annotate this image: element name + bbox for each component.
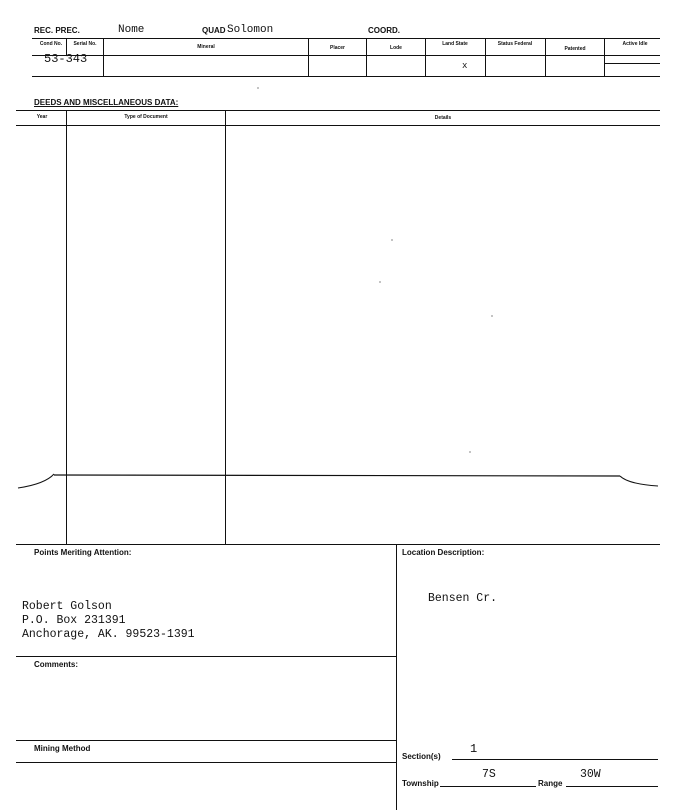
col-head-mineral: Mineral bbox=[197, 44, 215, 50]
col-head-lode: Lode bbox=[390, 45, 402, 51]
col-head-land-state: Land State bbox=[442, 41, 468, 47]
deeds-col-year: Year bbox=[36, 114, 48, 120]
mining-method-bottom-rule bbox=[16, 762, 396, 763]
deeds-col-type: Type of Document bbox=[124, 114, 168, 120]
mining-method-top-rule bbox=[16, 740, 396, 741]
deeds-col-details: Details bbox=[434, 115, 452, 121]
range-value: 30W bbox=[580, 768, 601, 781]
speck bbox=[469, 451, 470, 452]
bottom-section-rule bbox=[16, 544, 660, 545]
range-label: Range bbox=[538, 779, 563, 788]
rec-prec-value: Nome bbox=[118, 24, 145, 36]
section-label: Section(s) bbox=[402, 752, 441, 761]
address-line: Robert Golson bbox=[22, 600, 112, 613]
address-line: P.O. Box 231391 bbox=[22, 614, 126, 627]
deeds-title: DEEDS AND MISCELLANEOUS DATA: bbox=[34, 98, 179, 107]
fold-line bbox=[54, 475, 620, 476]
address-line: Anchorage, AK. 99523-1391 bbox=[22, 628, 195, 641]
speck bbox=[491, 315, 492, 316]
mining-method-label: Mining Method bbox=[34, 744, 91, 753]
col-head-patented: Patented bbox=[564, 46, 586, 52]
section-value: 1 bbox=[470, 742, 478, 756]
quad-label: QUAD bbox=[202, 26, 226, 35]
torn-edge-left bbox=[18, 474, 54, 488]
col-head-status-federal: Status Federal bbox=[497, 41, 533, 47]
col-head-serial-no: Serial No. bbox=[73, 41, 97, 47]
col-head-cond-no: Cond No. bbox=[39, 41, 63, 47]
speck bbox=[379, 281, 380, 282]
col-head-placer: Placer bbox=[329, 45, 345, 51]
speck bbox=[257, 87, 258, 88]
township-label: Township bbox=[402, 779, 439, 788]
township-underline bbox=[440, 786, 536, 787]
location-label: Location Description: bbox=[402, 548, 485, 557]
township-value: 7S bbox=[482, 768, 496, 781]
col-head-active-idle: Active Idle bbox=[622, 41, 648, 47]
points-address bbox=[22, 600, 195, 642]
section-underline bbox=[452, 759, 658, 760]
location-value: Bensen Cr. bbox=[428, 592, 498, 605]
coord-label: COORD. bbox=[368, 26, 400, 35]
comments-label: Comments: bbox=[34, 660, 79, 669]
land-state-mark: x bbox=[462, 61, 468, 71]
speck bbox=[391, 239, 392, 240]
rec-prec-label: REC. PREC. bbox=[34, 26, 80, 35]
points-label: Points Meriting Attention: bbox=[34, 548, 132, 557]
bottom-section-divider bbox=[396, 545, 397, 810]
quad-value: Solomon bbox=[227, 24, 274, 36]
claim-number: 53-343 bbox=[44, 52, 88, 66]
torn-edge-right bbox=[620, 476, 658, 486]
comments-top-rule bbox=[16, 656, 396, 657]
range-underline bbox=[566, 786, 658, 787]
